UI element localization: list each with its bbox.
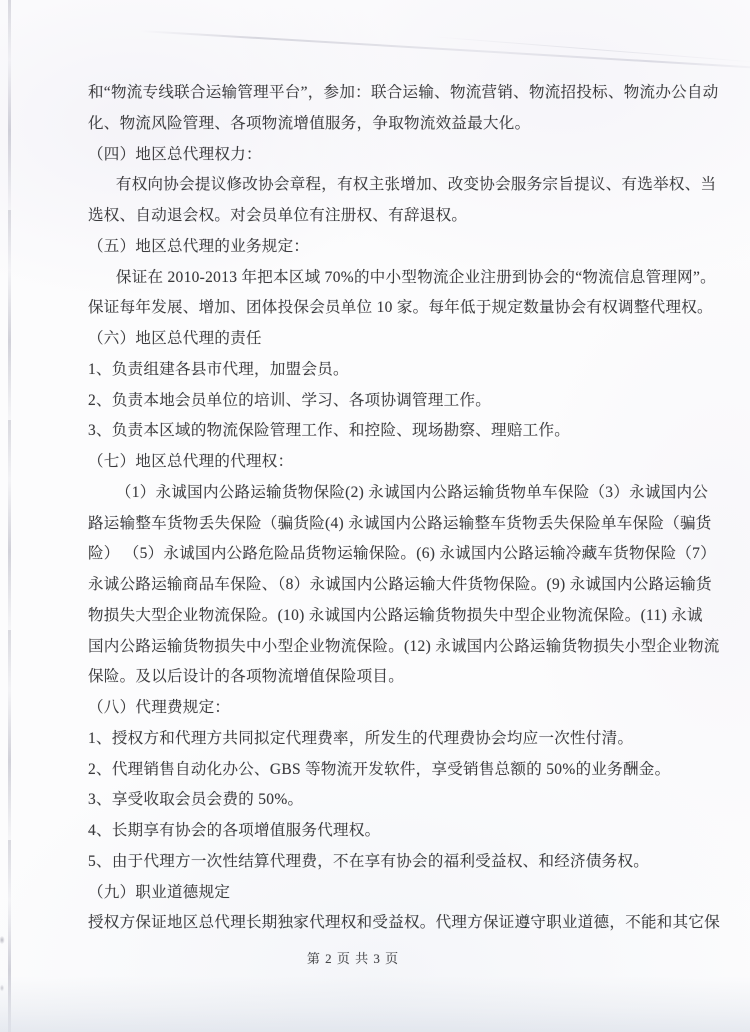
text-line: 1、授权方和代理方共同拟定代理费率，所发生的代理费协会均应一次性付清。 xyxy=(88,729,634,747)
document-body xyxy=(88,78,721,939)
text-line: 授权方保证地区总代理长期独家代理权和受益权。代理方保证遵守职业道德，不能和其它保 xyxy=(88,914,721,932)
text-line: 险） （5）永诚国内公路危险品货物运输保险。(6) 永诚国内公路运输冷藏车货物保险（7） xyxy=(88,545,717,563)
text-line: 3、负责本区域的物流保险管理工作、和控险、现场勘察、理赔工作。 xyxy=(88,422,571,440)
text-line: （六）地区总代理的责任 xyxy=(88,330,262,347)
text-line: 有权向协会提议修改协会章程，有权主张增加、改变协会服务宗旨提议、有选举权、当 xyxy=(115,176,717,194)
text-line: 永诚公路运输商品车保险、（8）永诚国内公路运输大件货物保险。(9) 永诚国内公路运输货 xyxy=(88,576,712,593)
text-line: （九）职业道德规定 xyxy=(88,883,231,901)
text-line: （四）地区总代理权力： xyxy=(88,145,262,163)
page-number-footer: 第 2 页 共 3 页 xyxy=(306,951,400,966)
scan-bottom-shadow xyxy=(0,976,750,1032)
text-line: （1）永诚国内公路运输货物保险(2) 永诚国内公路运输货物单车保险（3）永诚国内公 xyxy=(115,483,709,501)
text-line: 物损失大型企业物流保险。(10) 永诚国内公路运输货物损失中型企业物流保险。(11) 永诚 xyxy=(88,606,703,624)
text-line: 2、代理销售自动化办公、GBS 等物流开发软件，享受销售总额的 50%的业务酬金。 xyxy=(88,760,671,778)
text-line: 国内公路运输货物损失中小型企业物流保险。(12) 永诚国内公路运输货物损失小型企业物流 xyxy=(88,637,720,655)
text-line: 1、负责组建各县市代理，加盟会员。 xyxy=(88,360,349,378)
paper-left-edge xyxy=(8,0,11,1032)
text-line: 化、物流风险管理、各项物流增值服务，争取物流效益最大化。 xyxy=(88,114,531,132)
text-line: 保证每年发展、增加、团体投保会员单位 10 家。每年低于规定数量协会有权调整代理权。 xyxy=(88,299,713,317)
text-line: （七）地区总代理的代理权： xyxy=(88,453,294,470)
text-line: 和“物流专线联合运输管理平台”，参加：联合运输、物流营销、物流招投标、物流办公自动 xyxy=(88,84,719,101)
text-line: 路运输整车货物丢失保险（骗货险(4) 永诚国内公路运输整车货物丢失保险单车保险（骗货 xyxy=(88,514,712,532)
text-line: 3、享受收取会员会费的 50%。 xyxy=(88,791,304,809)
text-line: （五）地区总代理的业务规定： xyxy=(88,237,310,255)
text-line: （八）代理费规定： xyxy=(88,699,231,716)
text-line: 选权、自动退会权。对会员单位有注册权、有辞退权。 xyxy=(88,207,468,224)
paper-crease-line xyxy=(140,30,750,69)
text-line: 2、负责本地会员单位的培训、学习、各项协调管理工作。 xyxy=(88,391,492,409)
text-line: 5、由于代理方一次性结算代理费，不在享有协会的福利受益权、和经济债务权。 xyxy=(88,852,650,870)
text-line: 4、长期享有协会的各项增值服务代理权。 xyxy=(88,822,381,839)
text-line: 保险。及以后设计的各项物流增值保险项目。 xyxy=(88,668,405,686)
text-line: 保证在 2010-2013 年把本区域 70%的中小型物流企业注册到协会的“物流信息管理网”。 xyxy=(115,268,716,286)
